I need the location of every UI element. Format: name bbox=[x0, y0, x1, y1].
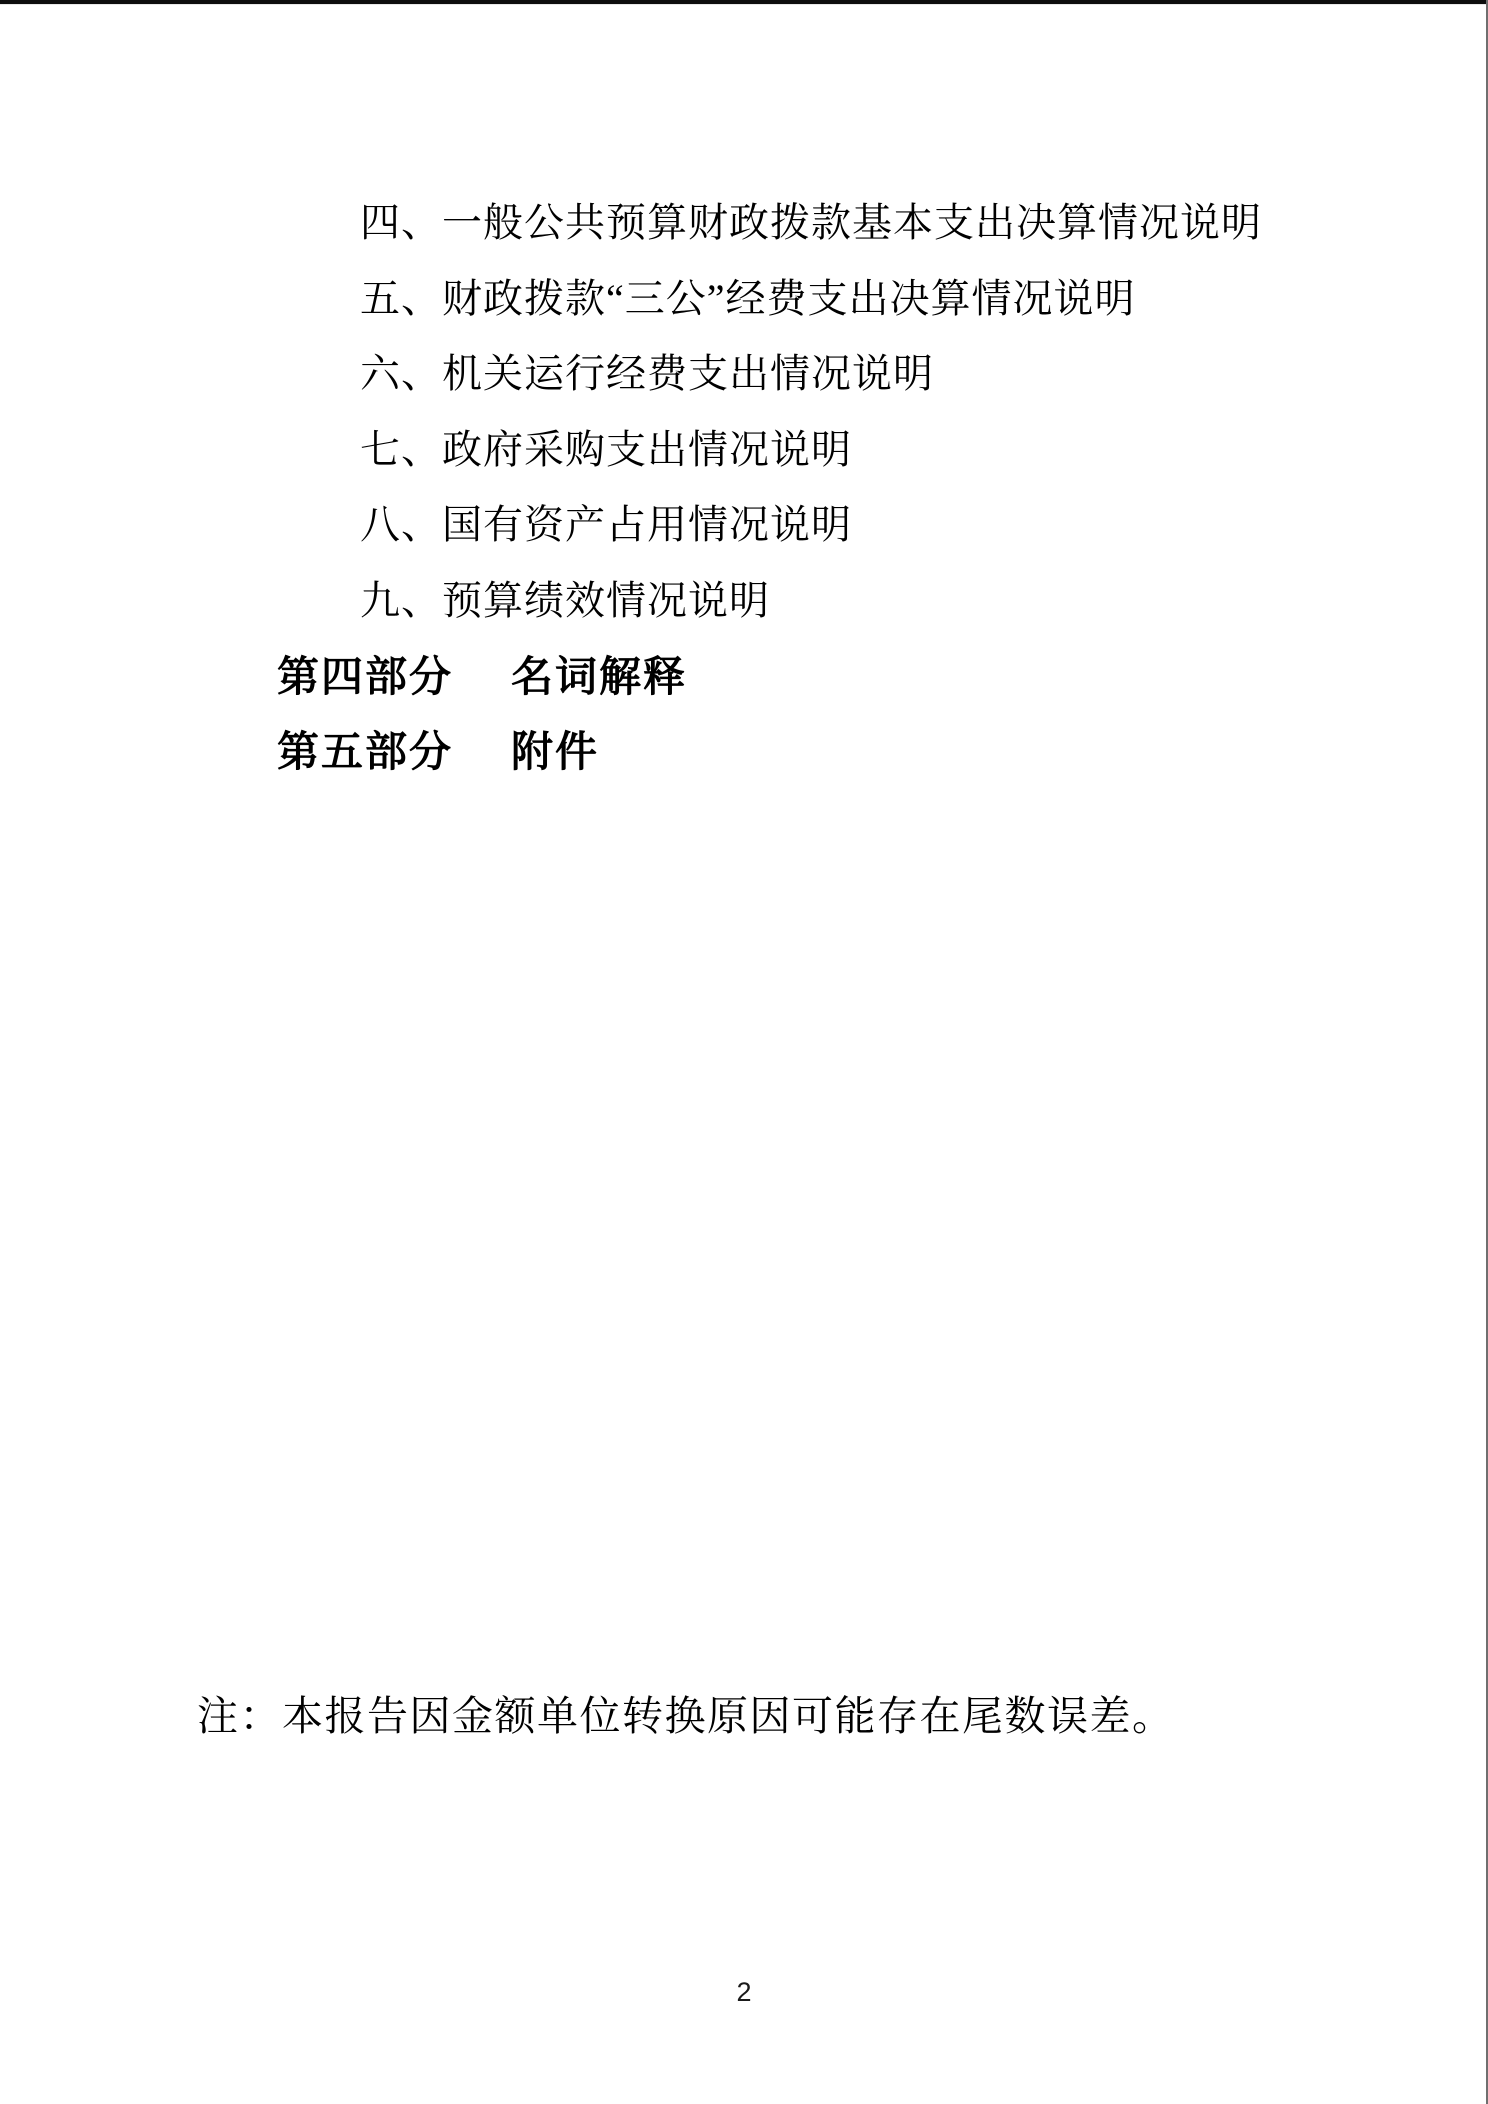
table-of-contents bbox=[197, 185, 1377, 790]
toc-item-8: 八、国有资产占用情况说明 bbox=[360, 502, 852, 548]
toc-item-4: 四、一般公共预算财政拨款基本支出决算情况说明 bbox=[360, 200, 1262, 245]
page-top-edge-bar bbox=[0, 0, 1488, 5]
section-part4-title: 名词解释 bbox=[511, 652, 688, 700]
section-heading-part5 bbox=[197, 714, 1377, 790]
section-part5-title: 附件 bbox=[511, 728, 600, 776]
section-heading-part4 bbox=[197, 639, 1377, 715]
toc-item-9: 九、预算绩效情况说明 bbox=[360, 577, 770, 623]
page-number: 2 bbox=[736, 1977, 752, 2007]
section-part4-label: 第四部分 bbox=[277, 652, 454, 700]
rounding-error-note: 注：本报告因金额单位转换原因可能存在尾数误差。 bbox=[197, 1693, 1175, 1739]
toc-item-5: 五、财政拨款“三公”经费支出决算情况说明 bbox=[360, 275, 1136, 321]
section-part5-label: 第五部分 bbox=[277, 728, 454, 776]
toc-item-6: 六、机关运行经费支出情况说明 bbox=[360, 351, 934, 397]
toc-item-7: 七、政府采购支出情况说明 bbox=[360, 426, 852, 472]
